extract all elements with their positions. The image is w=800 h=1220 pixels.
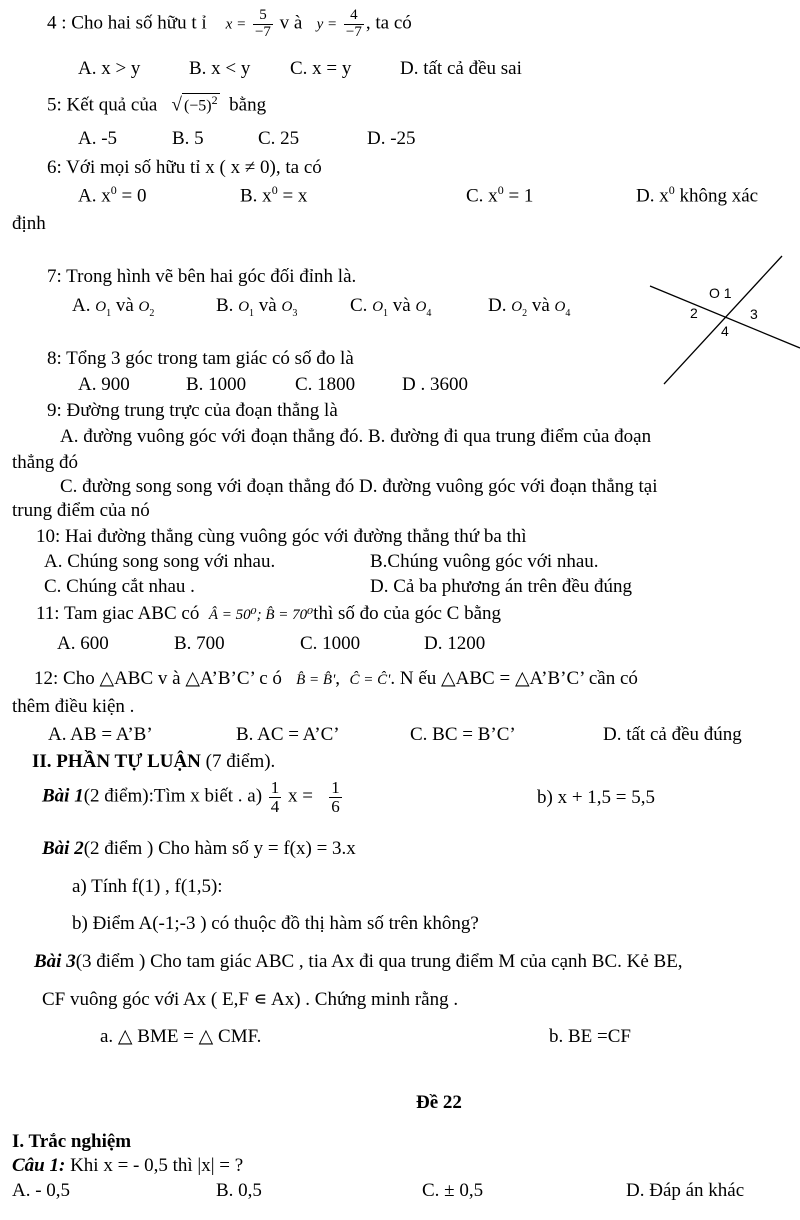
q7-and: và <box>258 295 277 316</box>
q12-option-c: C. BC = B’C’ <box>410 724 516 745</box>
q7-option-a <box>72 295 154 319</box>
bai3-part-b: b. BE =CF <box>549 1026 631 1047</box>
bai1-mid: x = <box>288 785 314 807</box>
q6-d-exp: 0 <box>668 183 675 197</box>
intersecting-lines-figure <box>640 250 800 390</box>
q4-option-c: C. x = y <box>290 58 352 79</box>
q6-b-label: B. x <box>240 185 272 207</box>
q4-y-den: −7 <box>345 23 362 40</box>
q7-and: và <box>531 295 550 316</box>
q6-c-label: C. x <box>466 185 498 207</box>
q7-and: và <box>115 295 134 316</box>
bai3-line-2: CF vuông góc với Ax ( E,F ∊ Ax) . Chứng minh rằng . <box>42 989 459 1010</box>
q6-option-c <box>466 184 533 207</box>
q6-a-rest: = 0 <box>116 185 147 207</box>
cau1-option-b: B. 0,5 <box>216 1180 262 1201</box>
q7-and: và <box>392 295 411 316</box>
q7-text: 7: Trong hình vẽ bên hai góc đối đỉnh là. <box>47 266 357 287</box>
cau1-line <box>12 1155 243 1177</box>
q12-option-b: B. AC = A’C’ <box>236 724 340 745</box>
angle-label-o1: O 1 <box>709 285 732 301</box>
q6-b-exp: 0 <box>271 183 278 197</box>
cau1-text: Khi x = - 0,5 thì |x| = ? <box>65 1155 244 1176</box>
q7-a-s1: 1 <box>106 307 112 319</box>
q12-suffix: . N ếu △ABC = △A’B’C’ cần có <box>390 668 638 689</box>
q6-option-d <box>636 184 758 207</box>
q5-prefix: 5: Kết quả của <box>47 94 158 116</box>
q6-text: 6: Với mọi số hữu tỉ x ( x ≠ 0), ta có <box>47 157 322 178</box>
q4-y-fraction <box>344 8 364 41</box>
q5-suffix: bằng <box>229 94 267 116</box>
bai2-label: Bài 2 <box>42 838 84 859</box>
bai2-part-b: b) Điểm A(-1;-3 ) có thuộc đồ thị hàm số trên không? <box>72 913 479 934</box>
q10-option-b: B.Chúng vuông góc với nhau. <box>370 551 599 572</box>
q12-condition-b: B̂ = B̂' <box>296 672 336 688</box>
q5-line <box>47 93 266 116</box>
q12-condition-c: Ĉ = Ĉ' <box>349 672 391 688</box>
q7-c-letter: C. <box>350 295 368 316</box>
q6-continuation: định <box>12 213 46 234</box>
q11-condition: Â = 50⁰; B̂ = 70⁰ <box>208 607 314 623</box>
bai1-f2-den: 6 <box>331 796 340 816</box>
q7-b-s2: 3 <box>292 307 298 319</box>
q12-prefix: 12: Cho △ABC v à △A’B’C’ c ó <box>34 668 282 689</box>
angle-o: O <box>372 299 384 315</box>
angle-o: O <box>415 299 427 315</box>
part2-heading <box>32 751 275 773</box>
q4-x-num: 5 <box>253 8 273 25</box>
bai1-label: Bài 1 <box>42 785 84 807</box>
q4-y-num: 4 <box>344 8 364 25</box>
q8-option-c: C. 1800 <box>295 374 356 395</box>
angle-label-3: 3 <box>750 306 758 322</box>
q8-option-a: A. 900 <box>78 374 130 395</box>
exam-title: Đề 22 <box>416 1092 462 1113</box>
q6-c-rest: = 1 <box>503 185 534 207</box>
bai1-f1-den: 4 <box>270 796 280 816</box>
angle-o: O <box>138 299 150 315</box>
bai1-fraction-2 <box>329 779 342 816</box>
bai3-part-a: a. △ BME = △ CMF. <box>100 1026 262 1047</box>
cau1-label: Câu 1: <box>12 1155 66 1176</box>
q5-option-c: C. 25 <box>258 128 300 149</box>
bai1-f2-num: 1 <box>331 778 340 797</box>
q11-line <box>36 603 501 625</box>
q5-exponent: 2 <box>211 93 218 107</box>
angle-o: O <box>95 299 107 315</box>
angle-o: O <box>554 299 566 315</box>
q6-b-rest: = x <box>277 185 308 207</box>
q12-comma: , <box>335 668 341 689</box>
q4-line <box>47 8 412 41</box>
q7-d-letter: D. <box>488 295 507 316</box>
q11-option-c: C. 1000 <box>300 633 361 654</box>
q7-d-s1: 2 <box>522 307 528 319</box>
q4-option-b: B. x < y <box>189 58 251 79</box>
cau1-option-d: D. Đáp án khác <box>626 1180 745 1201</box>
q7-d-s2: 4 <box>565 307 571 319</box>
bai1-part-b: b) x + 1,5 = 5,5 <box>537 787 656 808</box>
bai1-line <box>42 779 344 816</box>
angle-o: O <box>511 299 523 315</box>
angle-o: O <box>281 299 293 315</box>
q10-option-d: D. Cả ba phương án trên đều đúng <box>370 576 633 597</box>
q4-y-lhs: y = <box>316 16 338 33</box>
q7-option-b <box>216 295 297 319</box>
q4-x-fraction <box>253 8 273 41</box>
line-1 <box>664 256 782 384</box>
q11-prefix: 11: Tam giac ABC có <box>36 603 200 624</box>
q4-option-a: A. x > y <box>78 58 141 79</box>
sqrt-symbol: √ <box>171 94 182 116</box>
q5-root: (−5) <box>183 97 212 115</box>
q11-option-b: B. 700 <box>174 633 225 654</box>
q4-suffix: , ta có <box>365 12 412 34</box>
q5-option-a: A. -5 <box>78 128 118 149</box>
q6-c-exp: 0 <box>497 183 504 197</box>
q7-option-d <box>488 295 570 319</box>
q8-text: 8: Tổng 3 góc trong tam giác có số đo là <box>47 348 354 369</box>
bai3-label: Bài 3 <box>34 951 76 972</box>
q7-a-s2: 2 <box>149 307 155 319</box>
q9-line-4: trung điểm của nó <box>12 500 150 521</box>
q9-line-2: thẳng đó <box>12 452 78 473</box>
angle-label-4: 4 <box>721 323 729 339</box>
q7-b-letter: B. <box>216 295 234 316</box>
bai2-text: (2 điểm ) Cho hàm số y = f(x) = 3.x <box>83 838 356 859</box>
q11-option-a: A. 600 <box>57 633 109 654</box>
bai2-part-a: a) Tính f(1) , f(1,5): <box>72 876 223 897</box>
q6-d-label: D. x <box>636 185 669 207</box>
part2-title: II. PHẦN TỰ LUẬN <box>32 751 201 772</box>
q5-option-b: B. 5 <box>172 128 204 149</box>
q9-text: 9: Đường trung trực của đoạn thẳng là <box>47 400 338 421</box>
q4-option-d: D. tất cả đều sai <box>400 58 522 79</box>
bai1-fraction-1 <box>269 779 282 816</box>
q4-and: v à <box>279 12 303 34</box>
q12-line <box>34 668 638 690</box>
q6-a-exp: 0 <box>110 183 117 197</box>
angle-label-2: 2 <box>690 305 698 321</box>
q10-option-c: C. Chúng cắt nhau . <box>44 576 195 597</box>
q7-c-s1: 1 <box>383 307 389 319</box>
q10-text: 10: Hai đường thẳng cùng vuông góc với đường thẳng thứ ba thì <box>36 526 527 547</box>
q7-option-c <box>350 295 431 319</box>
q6-d-rest: không xác <box>674 185 759 207</box>
q11-suffix: thì số đo của góc C bằng <box>313 603 502 624</box>
q5-option-d: D. -25 <box>367 128 416 149</box>
q9-line-1: A. đường vuông góc với đoạn thẳng đó. B. đường đi qua trung điểm của đoạn <box>60 426 652 447</box>
bai2-line <box>42 838 356 860</box>
bai1-text: (2 điểm):Tìm x biết . a) <box>83 785 263 807</box>
cau1-option-c: C. ± 0,5 <box>422 1180 484 1201</box>
q7-b-s1: 1 <box>249 307 255 319</box>
q8-option-d: D . 3600 <box>402 374 468 395</box>
q12-option-a: A. AB = A’B’ <box>48 724 153 745</box>
q9-line-3: C. đường song song với đoạn thẳng đó D. đường vuông góc với đoạn thẳng tại <box>60 476 658 497</box>
bai1-f1-num: 1 <box>270 778 280 797</box>
q12-continuation: thêm điều kiện . <box>12 696 135 717</box>
q6-option-b <box>240 184 307 207</box>
section1-title: I. Trắc nghiệm <box>12 1131 132 1152</box>
bai3-line <box>34 951 683 973</box>
q7-a-letter: A. <box>72 295 91 316</box>
bai3-text: (3 điểm ) Cho tam giác ABC , tia Ax đi qua trung điểm M của cạnh BC. Kẻ BE, <box>75 951 683 972</box>
q4-x-den: −7 <box>254 23 271 40</box>
q7-c-s2: 4 <box>426 307 432 319</box>
q4-prefix: 4 : Cho hai số hữu t ỉ <box>47 12 207 34</box>
q8-option-b: B. 1000 <box>186 374 247 395</box>
part2-points: (7 điểm). <box>200 751 276 772</box>
q12-option-d: D. tất cả đều đúng <box>603 724 742 745</box>
q6-option-a <box>78 184 146 207</box>
q10-option-a: A. Chúng song song với nhau. <box>44 551 276 572</box>
q6-a-label: A. x <box>78 185 111 207</box>
q11-option-d: D. 1200 <box>424 633 486 654</box>
q4-x-lhs: x = <box>225 16 247 33</box>
cau1-option-a: A. - 0,5 <box>12 1180 71 1201</box>
angle-o: O <box>238 299 250 315</box>
q5-radicand <box>182 93 220 116</box>
